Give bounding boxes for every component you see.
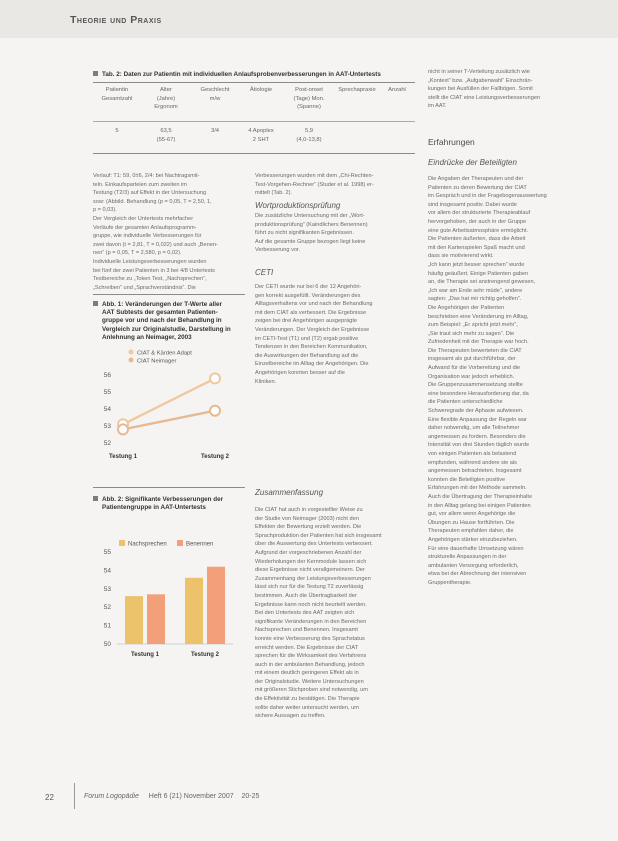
text-line: Der Vergleich der Untertests mehrfacher (93, 215, 194, 222)
section-heading-erfahrungen: Erfahrungen (428, 137, 475, 147)
legend-swatch (119, 540, 125, 546)
text-line: Gruppentherapie. (428, 579, 472, 586)
text-line: von einigen Patienten als belastend (428, 451, 517, 457)
legend-label: Benennen (186, 541, 214, 548)
text-line: die Effektivität zu bestätigen. Die Therapie (255, 696, 360, 703)
text-line: dass sie motivierend wirkt. (428, 253, 494, 260)
table-cell-line: (55-67) (156, 136, 176, 143)
text-line: mit den Kartenspielen Spaß macht und (428, 244, 525, 251)
text-line: Zusammenhang der Leistungsverbesserungen (255, 575, 371, 582)
table-cell-line: Post-onset (295, 87, 323, 93)
text-line: insgesamt als gut durchführbar, der (428, 356, 516, 363)
y-tick-label: 50 (103, 641, 111, 648)
issue-info: Heft 6 (21) November 2007 (148, 793, 234, 800)
text-line: über die Auswertung des Untertests verbessert. (255, 541, 373, 548)
wortproduktion-text (255, 212, 412, 255)
footer-citation (84, 793, 259, 800)
table-cell-line: (Spanne) (297, 104, 321, 110)
square-bullet-icon (93, 301, 98, 306)
text-line: mit dem CIAT als verbessert. Die Ergebnisse (255, 309, 367, 316)
y-tick-label: 55 (103, 549, 111, 556)
text-line: kungen bei Ausfüllen der Fallbögen. Somit (428, 86, 533, 93)
text-line: „Schreiben“ und „Sprachverständnis“. Die (93, 284, 196, 291)
table-header-cell (141, 86, 191, 112)
text-line: Die Angaben der Therapeuten und der (428, 176, 524, 182)
text-line: empfunden, während andere sie als (428, 459, 517, 466)
text-line: im CETI-Test (T1) und (T2) ergab positive (255, 335, 359, 342)
legend-marker (129, 358, 134, 363)
text-line: mit einem deutlich geringeren Effekt als in (255, 670, 359, 677)
text-line: Angehörigen stärker einzubeziehen. (428, 536, 518, 543)
text-line: an, die Therapie sei anstrengend gewesen, (428, 279, 536, 286)
text-line: teln. Einkaufsparteien zum zweiten im (93, 181, 187, 188)
bar (125, 596, 143, 644)
table-header-cell (191, 86, 239, 103)
text-line: die Auswirkungen der Behandlung auf die (255, 352, 359, 359)
text-line: zum Beispiel: „Er spricht jetzt mehr“, (428, 322, 518, 329)
text-line: gen korrekt ausgefüllt. Veränderungen des (255, 292, 361, 299)
table-cell-line: Sprechapraxie (338, 87, 376, 93)
page-range: 20-25 (241, 793, 260, 800)
text-line: Die CIAT hat auch in vorgestellter Weise zu (255, 507, 363, 513)
ceti-text (255, 283, 412, 386)
text-line: daher notwendig, um alle Teilnehmer (428, 425, 520, 432)
y-tick-label: 51 (103, 622, 111, 630)
text-line: signifikante Veränderungen in den Bereichen (255, 618, 367, 625)
text-line: „Ich war am Ende sehr müde“, andere (428, 287, 523, 294)
text-line: Eine flexible Anpassung der Regeln war (428, 416, 527, 423)
table-cell (191, 127, 239, 136)
text-line: Die Gruppenzusammensetzung stellte (428, 382, 523, 389)
section-heading-wortproduktion: Wortproduktionsprüfung (255, 201, 341, 210)
text-line: Angehörigen konnten besser auf die (255, 369, 345, 376)
section-heading-ceti: CETI (255, 268, 274, 277)
table-cell-line: 4 Apoplex (248, 128, 274, 134)
bar (147, 594, 165, 644)
text-line: „Ich kann jetzt besser sprechen“ wurde (428, 261, 525, 268)
text-line: führt zu nicht signifikanten Ergebnissen. (255, 230, 354, 237)
text-line: sichere Aussagen zu treffen. (255, 713, 326, 720)
table-top-rule (93, 82, 415, 83)
table-title: Tab. 2: Daten zur Patientin mit individuellen Anlaufsprobenverbesserungen in AAT-Untertests (93, 71, 423, 79)
text-line: zeigen bei drei Angehörigen ausgeprägte (255, 318, 358, 325)
table-cell-line: (4,0-13,8) (296, 136, 322, 143)
text-line: sollte daher weiter untersucht werden, um (255, 704, 359, 711)
footer-divider (74, 783, 75, 809)
text-line: Ergebnisse kann noch nicht beurteilt werden. (255, 601, 367, 608)
table-mid-rule (93, 121, 415, 122)
text-line: Alltagsverhaltens vor und nach der Behandlung (255, 301, 373, 308)
text-line: etwa bei der Abrechnung der intensiven (428, 571, 527, 578)
legend-swatch (177, 540, 183, 546)
text-line: beschrieben eine Veränderung im Alltag, (428, 313, 529, 320)
text-line: sagten: „Das hat mir richtig geholfen“. (428, 296, 522, 303)
text-line: vor allem der strukturierte Therapieablauf (428, 210, 531, 217)
text-line: der Studie von Neimager (2003) nicht den (255, 515, 359, 522)
table-cell-line: Anzahl (388, 87, 406, 93)
text-line: bei fünf der zwei Patienten in 3 bei 4/8 Untertests (93, 267, 215, 274)
table-cell-line: Alter (160, 87, 172, 93)
text-line: eine gute Arbeitsatmosphäre ermöglicht. (428, 227, 529, 234)
text-line: sind insgesamt positiv. Dabei wurde (428, 201, 517, 208)
table-cell-line: (Jahre) (156, 95, 176, 102)
data-point (210, 373, 220, 383)
text-line: Patienten zu deren Bewertung der CIAT (428, 184, 527, 191)
figure2-bar-chart (93, 522, 245, 674)
caption-line: AAT Subtests der gesamten Patienten- (102, 309, 218, 317)
text-line: Kliniken. (255, 378, 277, 385)
text-line: Intensität von drei Stunden täglich wurde (428, 442, 530, 449)
text-line: stellt die CIAT eine Leistungsverbesserungen (428, 94, 541, 101)
square-bullet-icon (93, 496, 98, 501)
data-point (118, 424, 128, 434)
text-line: mit größeren Stichproben sind notwendig, um (255, 687, 368, 694)
text-line: Aufgrund der vorgeschriebenen Anzahl der (255, 549, 362, 556)
x-tick-label: Testung 2 (201, 454, 229, 460)
text-line: Verlauf: T1: 59, 0±6, 2/4: bei Nachtragsmit- (93, 173, 200, 179)
table-cell-line: Geschlecht (200, 87, 230, 93)
text-line: Zufriedenheit mit der Therapie war hoch. (428, 339, 529, 346)
text-line: Wiederholungen der Kernmodule lassen sich (255, 558, 367, 565)
table-cell-line: 5 (115, 128, 119, 134)
table-cell (239, 127, 283, 144)
text-line: bestimmen. Auch die Übertragbarkeit der (255, 592, 357, 599)
caption-line: gruppe vor und nach der Behandlung in (102, 317, 222, 325)
text-line: sprechen für die Wirksamkeit des Verfahrens (255, 653, 367, 660)
caption-line: Abb. 1: Veränderungen der T-Werte aller (102, 301, 222, 308)
y-tick-label: 54 (103, 406, 111, 413)
table-header-cell (335, 86, 379, 95)
text-line: Verbesserungen wurden mit dem „Chi-Rechten- (255, 173, 374, 179)
text-line: Erfahrungen mit der Methode sammeln. (428, 485, 527, 492)
text-line: Bei den Untertests des AAT zeigten sich (255, 610, 355, 617)
text-line: diese Ergebnisse nicht verallgemeinern. Der (255, 567, 365, 574)
table-cell (283, 127, 335, 144)
x-tick-label: Testung 1 (109, 454, 137, 460)
text-line: „Sie traut sich mehr zu sagen“. Die (428, 330, 515, 337)
table-cell-line: 2 SHT (252, 136, 270, 143)
text-line: Sprachproduktion der Patienten hat sich insgesamt (255, 532, 382, 539)
text-line: Verläufe der gesamten Anlaufsprogramm- (93, 224, 197, 231)
text-line: Der CETI wurde nur bei 6 der 12 Angehöri- (255, 284, 362, 290)
text-line: hervorgehoben, der auch in der Gruppe (428, 218, 527, 225)
table-cell-line: 3/4 (210, 128, 220, 134)
text-line: Die zusätzliche Untersuchung mit der „Wort- (255, 213, 365, 219)
text-line: Veränderungen. Der Vergleich der Ergebnisse (255, 326, 370, 333)
text-line: p = 0,03). (93, 207, 117, 214)
text-line: produktionsprüfung“ (Kaindlichers Benennen) (255, 221, 368, 228)
text-line: Für eine dauerhafte Umsetzung wären (428, 545, 524, 552)
table-cell-line: Patientin (105, 87, 129, 93)
bar (185, 578, 203, 644)
x-tick-label: Testung 1 (131, 652, 159, 658)
text-line: Testbereiche zu „Token Test, „Nachsprechen“, (93, 276, 207, 283)
y-tick-label: 53 (103, 423, 111, 430)
bar (207, 567, 225, 644)
table-header-cell (239, 86, 283, 95)
y-tick-label: 53 (103, 585, 111, 593)
text-line: Testung (T2/3) auf Effekt in der Untersuchung (93, 190, 207, 197)
text-line: häufig geäußert. Einige Patienten gaben (428, 270, 529, 277)
text-line: die Patienten unterschiedliche (428, 399, 503, 406)
legend-label: CIAT & Kärden Adapt (137, 350, 192, 357)
text-line: Übungen zu Hause fortführten. Die (428, 519, 515, 526)
subsection-heading-eindruecke: Eindrücke der Beteiligten (428, 158, 517, 167)
y-tick-label: 54 (103, 567, 111, 575)
text-line: mittelt (Tab. 2). (255, 190, 292, 197)
text-line: Auch die Übertragung der Therapieinhalte (428, 493, 533, 500)
text-line: strukturelle Anpassungen in der (428, 554, 507, 561)
journal-name: Forum Logopädie (84, 793, 139, 800)
legend-marker (129, 350, 134, 355)
page-number: 22 (45, 793, 54, 802)
text-line: Die Therapeuten bewerteten die CIAT (428, 347, 522, 354)
text-line: eine besondere Herausforderung dar, da (428, 390, 529, 397)
caption-line: Patientengruppe in AAT-Untertests (102, 504, 206, 512)
text-line: Effekten der Bewertung erzielt werden. Die (255, 524, 362, 531)
table-cell-line: m/w (209, 95, 221, 102)
table-cell-line: 63,5 (160, 128, 172, 134)
figure2-rule (93, 487, 245, 488)
caption-line: Vergleich zur Originalstudie, Darstellung in (102, 325, 231, 333)
legend-label: Nachsprechen (128, 541, 167, 548)
text-line: Nachsprechen und Benennen. Insgesamt (255, 627, 358, 634)
y-tick-label: 55 (103, 389, 111, 396)
text-line: Verbesserung vor. (255, 247, 301, 254)
text-line: konnten die Beteiligten positive (428, 476, 506, 483)
text-line: im AAT. (428, 103, 447, 110)
text-line: zwei davon (t = 2,81, T = 0,022) und auch „Benen- (93, 241, 218, 248)
text-line: erreicht werden. Die Ergebnisse der CIAT (255, 644, 359, 651)
text-line: nicht in seiner T-Verteilung zusätzlich wie (428, 69, 530, 75)
table-cell-line: Ergonom (154, 104, 178, 110)
table-header-cell (283, 86, 335, 112)
text-line: nen“ (p = 0,05, T = 2,580, p = 0,02). (93, 250, 182, 257)
table-row (93, 127, 415, 149)
series-line (123, 378, 215, 424)
text-line: Individuelle Leistungsverbesserungen wurden (93, 258, 207, 265)
left-column-text (93, 172, 243, 292)
square-bullet-icon (93, 71, 98, 76)
text-line: Die Angehörigen der Patienten (428, 304, 505, 311)
caption-line: Anlehnung an Neimager, 2003 (102, 333, 192, 341)
text-line: Die Patienten äußerten, dass die Arbeit (428, 236, 526, 243)
caption-line: Abb. 2: Signifikante Verbesserungen der (102, 496, 224, 503)
text-line: in den Alltag gelang bei einigen Patienten (428, 502, 531, 509)
table-bottom-rule (93, 153, 415, 154)
table-cell-line: Gesamtzahl (101, 95, 133, 102)
text-line: Schweregrade der Aphasie aufwiesen. (428, 408, 524, 415)
table-cell-line: Ätiologie (249, 87, 273, 93)
text-line: gruppe, wie individuelle Verbesserungen für (93, 233, 202, 240)
text-line: lässt sich nur für die Testung T2 zuverlässig (255, 584, 364, 591)
figure1-caption (93, 301, 245, 342)
right-intro-text (428, 68, 578, 111)
table-cell (93, 127, 141, 136)
data-point (210, 406, 220, 416)
section-rubric: Theorie und Praxis (70, 14, 162, 26)
text-line: Einzelbereiche im Alltag der Angehörigen. Die (255, 361, 369, 368)
table-header-cell (379, 86, 415, 95)
text-line: Therapeuten empfahlen daher, die (428, 528, 514, 535)
text-line: der Originalstudie. Weitere Untersuchungen (255, 678, 364, 685)
figure1-rule (93, 294, 245, 295)
text-line: angemessen zu fordern. Besonders die (428, 433, 526, 440)
table-cell-line: 5,9 (304, 128, 314, 134)
x-tick-label: Testung 2 (191, 652, 219, 658)
text-line: konnte eine Verbesserung des Sprachstatus (255, 635, 365, 642)
y-tick-label: 52 (103, 604, 111, 612)
text-line: im Gespräch und in der Fragebogenauswertung (428, 193, 547, 200)
text-line: angemessen betrachteten. Insgesamt (428, 468, 522, 475)
erfahrungen-text (428, 175, 578, 588)
text-line: auch in der ambulanten Behandlung, jedoch (255, 661, 365, 668)
series-line (123, 411, 215, 430)
zusammenfassung-text (255, 506, 412, 721)
text-line: Organisation war jedoch erheblich. (428, 373, 515, 380)
text-line: Aufwand für die Vorbereitung und die (428, 365, 521, 372)
text-line: ambulanten Versorgung erforderlich, (428, 562, 519, 569)
text-line: gut, vor allem wenn Angehörige die (428, 511, 516, 518)
table-cell (141, 127, 191, 144)
legend-label: CIAT Neimager (137, 358, 177, 365)
section-heading-zusammenfassung: Zusammenfassung (255, 488, 324, 497)
table-header-cell (93, 86, 141, 103)
table-cell-line: (Tage) Mon. (293, 95, 325, 102)
y-tick-label: 56 (103, 372, 111, 379)
y-tick-label: 52 (103, 440, 111, 447)
text-line: „Kontext“ bzw. „Aufgabenwahl“ Einschrän- (428, 77, 533, 84)
text-line: Tendenzen in den Bereichen Kommunikation, (255, 344, 368, 351)
text-line: sow: (Abbild. Behandlung (p = 0,05, T = 2,50, 1, (93, 198, 212, 205)
text-line: Auf die gesamte Gruppe bezogen liegt keine (255, 238, 366, 245)
mid-intro-text (255, 172, 412, 198)
table-header-row (93, 86, 415, 116)
text-line: Test-Vorgehen-Rechner“ (Studer et al. 1998) er- (255, 181, 374, 188)
figure1-line-chart (93, 345, 245, 475)
figure2-caption (93, 496, 245, 512)
